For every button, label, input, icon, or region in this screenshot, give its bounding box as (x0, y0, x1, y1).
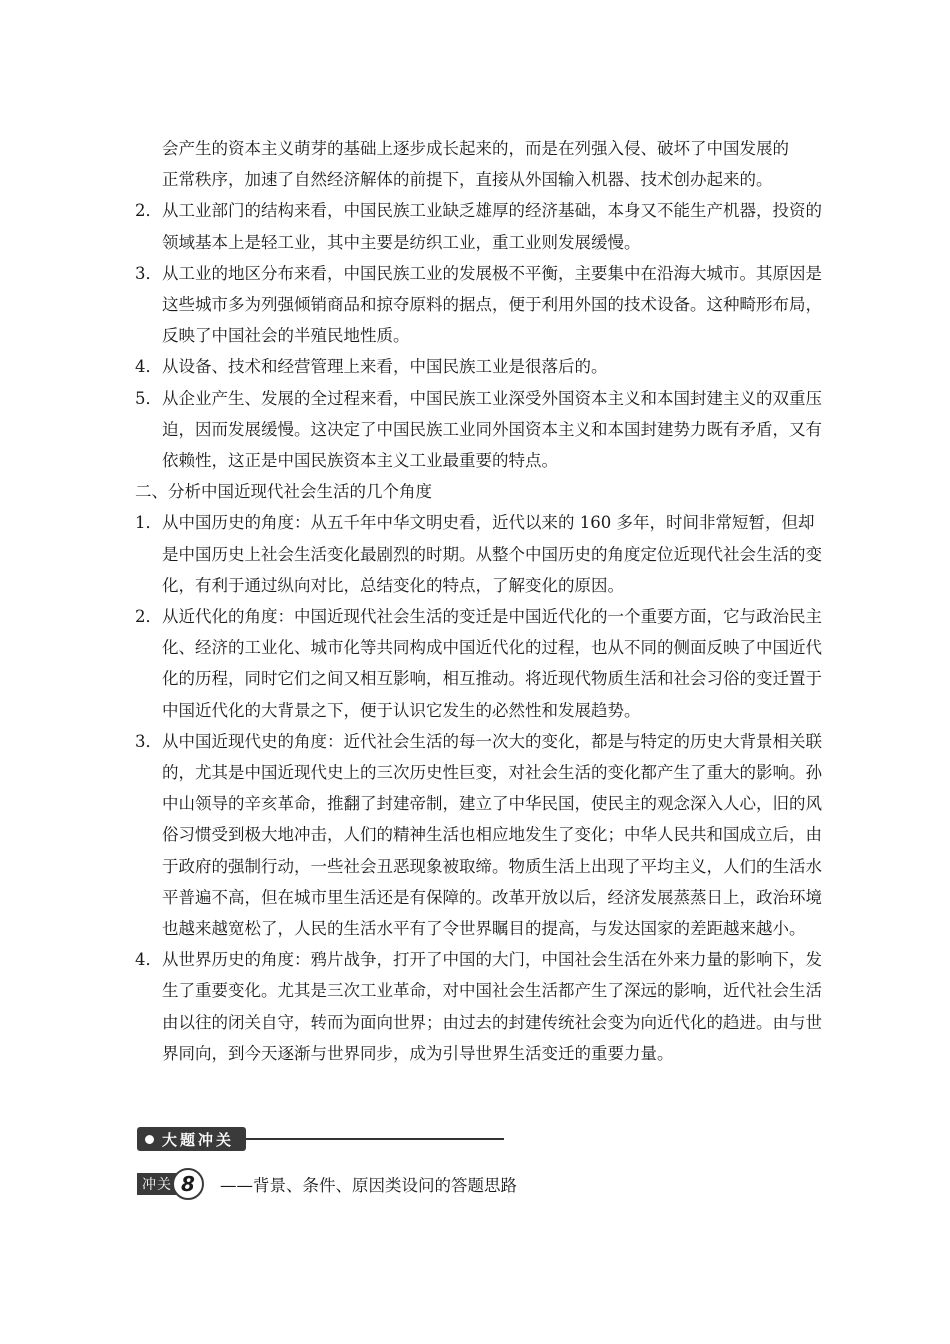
banner-rule (246, 1138, 504, 1140)
challenge-label: 冲关 (137, 1173, 176, 1195)
challenge-heading (137, 1168, 517, 1200)
item-number: 4． (135, 950, 162, 970)
item-text: 从中国历史的角度：从五千年中华文明史看，近代以来的 160 多年，时间非常短暂，但却是中国历史上社会生活变化最剧烈的时期。从整个中国历史的角度定位近现代社会生活的变化，有利于通过纵向对比，总结变化的特点，了解变化的原因。 (162, 513, 822, 595)
list-item (135, 195, 825, 257)
item-text: 从中国近现代史的角度：近代社会生活的每一次大的变化，都是与特定的历史大背景相关联的，尤其是中国近现代史上的三次历史性巨变，对社会生活的变化都产生了重大的影响。孙中山领导的辛亥革命，推翻了封建帝制，建立了中华民国，使民主的观念深入人心，旧的风俗习惯受到极大地冲击，人们的精神生活也相应地发生了变化；中华人民共和国成立后，由于政府的强制行动，一些社会丑恶现象被取缔。物质生活上出现了平均主义，人们的生活水平普遍不高，但在城市里生活还是有保障的。改革开放以后，经济发展蒸蒸日上，政治环境也越来越宽松了，人民的生活水平有了令世界瞩目的提高，与发达国家的差距越来越小。 (162, 731, 822, 939)
item-text: 从设备、技术和经营管理上来看，中国民族工业是很落后的。 (162, 357, 608, 377)
intro-line-1: 会产生的资本主义萌芽的基础上逐步成长起来的，而是在列强入侵、破坏了中国发展的 (162, 139, 789, 158)
item-number: 3． (135, 263, 162, 283)
bullet-dot-icon (145, 1135, 154, 1144)
list-item (135, 383, 825, 477)
item-text: 从企业产生、发展的全过程来看，中国民族工业深受外国资本主义和本国封建主义的双重压迫，因而发展缓慢。这决定了中国民族工业同外国资本主义和本国封建势力既有矛盾，又有依赖性，这正是中国民族资本主义工业最重要的特点。 (162, 388, 822, 471)
list-item (135, 601, 825, 726)
intro-line-2: 正常秩序，加速了自然经济解体的前提下，直接从外国输入机器、技术创办起来的。 (162, 170, 773, 190)
challenge-title: ——背景、条件、原因类设问的答题思路 (220, 1176, 517, 1195)
section-banner (137, 1127, 504, 1151)
list-item (135, 726, 825, 944)
item-number: 2． (135, 607, 162, 627)
item-number: 4． (135, 357, 162, 377)
list-item (135, 507, 825, 601)
item-number: 3． (135, 731, 162, 751)
item-number: 5． (135, 388, 162, 408)
list-item (135, 944, 825, 1069)
section-heading: 二、分析中国近现代社会生活的几个角度 (135, 482, 432, 502)
item-number: 2． (135, 201, 162, 221)
list-item (135, 351, 825, 382)
item-text: 从近代化的角度：中国近现代社会生活的变迁是中国近代化的一个重要方面，它与政治民主化、经济的工业化、城市化等共同构成中国近代化的过程，也从不同的侧面反映了中国近代化的历程，同时它们之间又相互影响，相互推动。将近现代物质生活和社会习俗的变迁置于中国近代化的大背景之下，便于认识它发生的必然性和发展趋势。 (162, 607, 822, 720)
list-item (135, 258, 825, 352)
banner-label-box (137, 1127, 246, 1151)
body-text (135, 133, 825, 1069)
item-number: 1． (135, 513, 162, 533)
item-text: 从世界历史的角度：鸦片战争，打开了中国的大门，中国社会生活在外来力量的影响下，发生了重要变化。尤其是三次工业革命，对中国社会生活都产生了深远的影响，近代社会生活由以往的闭关自守，转而为面向世界；由过去的封建传统社会变为向近代化的趋进。由与世界同向，到今天逐渐与世界同步，成为引导世界生活变迁的重要力量。 (162, 950, 822, 1063)
banner-label: 大题冲关 (162, 1130, 235, 1149)
item-text: 从工业部门的结构来看，中国民族工业缺乏雄厚的经济基础，本身又不能生产机器，投资的领域基本上是轻工业，其中主要是纺织工业，重工业则发展缓慢。 (162, 201, 822, 252)
challenge-number: 8 (172, 1168, 204, 1200)
item-text: 从工业的地区分布来看，中国民族工业的发展极不平衡，主要集中在沿海大城市。其原因是这些城市多为列强倾销商品和掠夺原料的据点，便于利用外国的技术设备。这种畸形布局，反映了中国社会的半殖民地性质。 (162, 263, 822, 346)
